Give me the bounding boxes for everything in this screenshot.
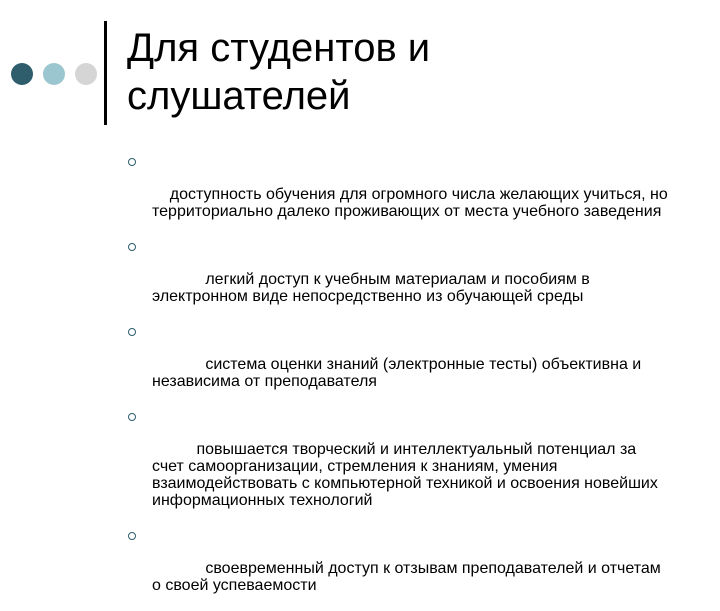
ring-bullet-icon [128, 158, 136, 166]
list-item [128, 526, 668, 611]
slide-title-line-2: слушателей [127, 74, 351, 118]
ring-bullet-icon [128, 532, 136, 540]
title-divider [104, 21, 107, 125]
ring-bullet-icon [128, 243, 136, 251]
bullet-list [128, 152, 673, 611]
list-item-text: легкий доступ к учебным материалам и пособиям в электронном виде непосредственно из обучающей среды [152, 271, 595, 305]
list-item [128, 237, 668, 322]
light-blue-dot-icon [43, 63, 65, 85]
list-item-text: своевременный доступ к отзывам преподавателей и отчетам о своей успеваемости [152, 560, 666, 594]
slide-title-line-1: Для студентов и [127, 26, 431, 70]
ring-bullet-icon [128, 328, 136, 336]
dark-dot-icon [11, 63, 33, 85]
list-item [128, 152, 673, 237]
ring-bullet-icon [128, 413, 136, 421]
gray-dot-icon [75, 63, 97, 85]
list-item-text: доступность обучения для огромного числа желающих учиться, но территориально далеко проживающих от места учебного заведения [152, 186, 673, 220]
list-item [128, 322, 668, 407]
decorative-dots [11, 63, 97, 85]
list-item-text: система оценки знаний (электронные тесты) объективна и независима от преподавателя [152, 356, 646, 390]
list-item [128, 407, 668, 526]
list-item-text: повышается творческий и интеллектуальный потенциал за счет самоорганизации, стремления к знаниям, умения взаимодействовать с компьютерной техникой и освоения новейших информационных технологий [152, 441, 663, 509]
slide-title [127, 24, 687, 120]
